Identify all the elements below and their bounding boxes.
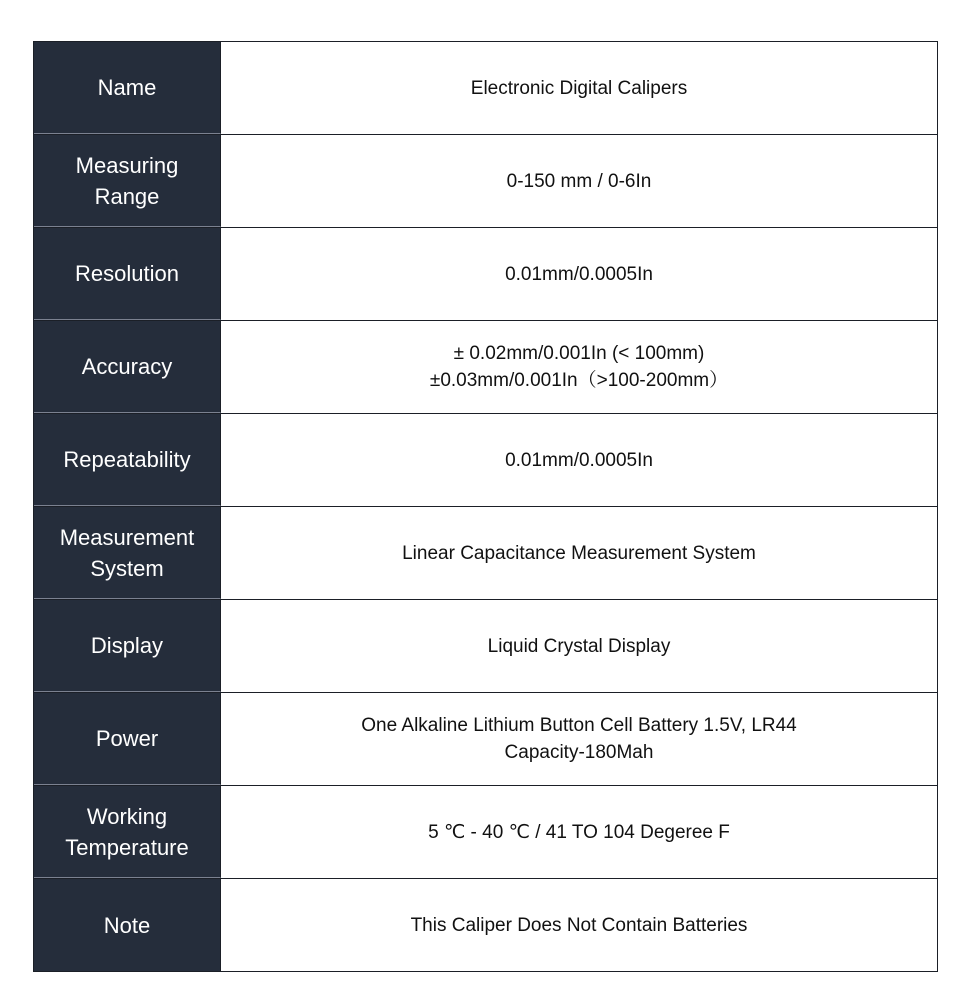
value-power — [221, 693, 937, 785]
row-measurement-system — [34, 507, 937, 600]
row-note — [34, 879, 937, 971]
value-line: Linear Capacitance Measurement System — [402, 542, 756, 564]
row-measuring-range — [34, 135, 937, 228]
value-line: ± 0.02mm/0.001In (< 100mm) — [453, 343, 705, 364]
label-display: Display — [34, 600, 221, 692]
label-measurement-system: Measurement System — [34, 507, 221, 599]
value-line: 5 ℃ - 40 ℃ / 41 TO 104 Degeree F — [428, 821, 730, 843]
value-repeatability — [221, 414, 937, 506]
value-line: ±0.03mm/0.001In（>100-200mm） — [429, 370, 729, 391]
value-line: Capacity-180Mah — [504, 742, 654, 763]
spec-table — [33, 41, 938, 972]
label-repeatability: Repeatability — [34, 414, 221, 506]
row-name — [34, 42, 937, 135]
value-accuracy — [221, 321, 937, 413]
value-line: 0.01mm/0.0005In — [505, 449, 653, 471]
row-power — [34, 693, 937, 786]
label-accuracy: Accuracy — [34, 321, 221, 413]
value-line: 0.01mm/0.0005In — [505, 263, 653, 285]
label-working-temperature: Working Temperature — [34, 786, 221, 878]
value-working-temperature — [221, 786, 937, 878]
row-display — [34, 600, 937, 693]
label-power: Power — [34, 693, 221, 785]
value-line: Electronic Digital Calipers — [470, 77, 688, 99]
value-measurement-system — [221, 507, 937, 599]
value-line: One Alkaline Lithium Button Cell Battery 1.5V, LR44 — [361, 715, 797, 736]
value-name — [221, 42, 937, 134]
label-resolution: Resolution — [34, 228, 221, 320]
label-measuring-range: Measuring Range — [34, 135, 221, 227]
row-resolution — [34, 228, 937, 321]
value-display — [221, 600, 937, 692]
label-name: Name — [34, 42, 221, 134]
value-line: 0-150 mm / 0-6In — [506, 170, 652, 192]
value-line: This Caliper Does Not Contain Batteries — [410, 914, 748, 936]
row-repeatability — [34, 414, 937, 507]
value-line: Liquid Crystal Display — [487, 635, 671, 657]
value-resolution — [221, 228, 937, 320]
value-measuring-range — [221, 135, 937, 227]
value-note — [221, 879, 937, 971]
label-note: Note — [34, 879, 221, 971]
row-working-temperature — [34, 786, 937, 879]
row-accuracy — [34, 321, 937, 414]
